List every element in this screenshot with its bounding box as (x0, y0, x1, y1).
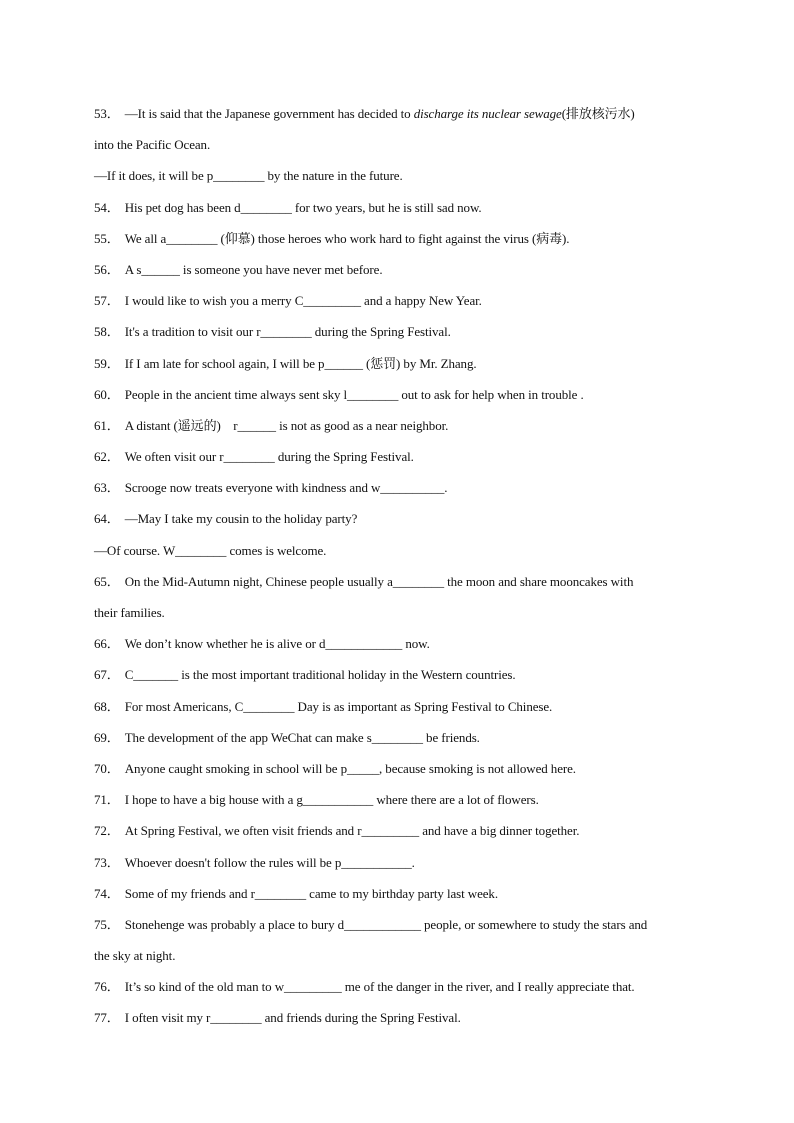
question-text: If I am late for school again, I will be p______ (惩罚) by Mr. Zhang. (124, 355, 477, 371)
question-number: 74． (94, 885, 120, 901)
question-number: 60． (94, 386, 120, 402)
question-57 (94, 285, 704, 316)
question-number: 58． (94, 324, 120, 340)
question-text: —Of course. W________ comes is welcome. (94, 542, 327, 558)
question-text: Scrooge now treats everyone with kindness and w__________. (124, 480, 448, 496)
question-text: their families. (94, 605, 165, 620)
question-text: into the Pacific Ocean. (94, 137, 211, 153)
question-58 (94, 316, 704, 347)
question-53-answer-line (94, 160, 704, 191)
question-number: 53． (94, 106, 120, 121)
question-65 (94, 566, 704, 597)
question-text: It’s so kind of the old man to w_________ me of the danger in the river, and I really appreciate that. (124, 979, 635, 995)
question-67 (94, 659, 704, 690)
question-number: 57． (94, 293, 120, 309)
question-number: 64． (94, 511, 120, 527)
question-number: 67． (94, 667, 120, 683)
question-text: I would like to wish you a merry C_________ and a happy New Year. (124, 293, 482, 309)
question-number: 63． (94, 480, 120, 496)
question-text: For most Americans, C________ Day is as important as Spring Festival to Chinese. (124, 698, 553, 714)
question-text: I often visit my r________ and friends during the Spring Festival. (124, 1010, 461, 1026)
question-number: 54． (94, 199, 120, 215)
question-70 (94, 753, 704, 784)
question-text: the sky at night. (94, 948, 176, 964)
question-55 (94, 223, 704, 254)
question-text: His pet dog has been d________ for two years, but he is still sad now. (124, 199, 482, 215)
question-text: Stonehenge was probably a place to bury d____________ people, or somewhere to study the stars and (124, 916, 648, 932)
question-71 (94, 784, 704, 815)
question-text: It's a tradition to visit our r________ during the Spring Festival. (124, 324, 451, 340)
question-text: On the Mid-Autumn night, Chinese people usually a________ the moon and share mooncakes with (124, 573, 634, 589)
question-text: I hope to have a big house with a g___________ where there are a lot of flowers. (124, 792, 539, 808)
question-75 (94, 909, 704, 940)
question-53 (94, 98, 704, 129)
question-text: Some of my friends and r________ came to my birthday party last week. (124, 885, 498, 901)
question-text: A s______ is someone you have never met before. (124, 261, 383, 277)
question-text: A distant (遥远的) r______ is not as good as a near neighbor. (124, 417, 449, 433)
question-text: Anyone caught smoking in school will be p_____, because smoking is not allowed here. (124, 760, 576, 776)
question-72 (94, 815, 704, 846)
question-59 (94, 348, 704, 379)
question-54 (94, 192, 704, 223)
question-number: 69． (94, 729, 120, 745)
question-number: 71． (94, 792, 120, 808)
question-63 (94, 472, 704, 503)
question-number: 65． (94, 573, 120, 589)
question-number: 61． (94, 417, 120, 433)
question-number: 73． (94, 854, 120, 870)
question-number: 55． (94, 230, 120, 246)
question-number: 72． (94, 823, 120, 839)
question-61 (94, 410, 704, 441)
question-62 (94, 441, 704, 472)
question-number: 62． (94, 449, 120, 465)
question-italic-text: discharge its nuclear sewage (413, 106, 562, 121)
question-68 (94, 691, 704, 722)
question-text: At Spring Festival, we often visit friends and r_________ and have a big dinner together. (124, 823, 580, 839)
question-64-answer-line (94, 535, 704, 566)
question-53-continued (94, 129, 704, 160)
question-number: 77． (94, 1010, 120, 1026)
question-75-continued (94, 940, 704, 971)
question-number: 76． (94, 979, 120, 995)
question-list (94, 98, 704, 1034)
question-number: 56． (94, 261, 120, 277)
question-text: —If it does, it will be p________ by the nature in the future. (94, 168, 403, 184)
question-text: We often visit our r________ during the Spring Festival. (124, 449, 414, 465)
question-number: 59． (94, 355, 120, 371)
question-69 (94, 722, 704, 753)
question-text: People in the ancient time always sent sky l________ out to ask for help when in trouble . (124, 386, 584, 402)
question-66 (94, 628, 704, 659)
question-76 (94, 971, 704, 1002)
question-text: —May I take my cousin to the holiday party? (124, 511, 358, 527)
question-number: 68． (94, 698, 120, 714)
question-number: 70． (94, 760, 120, 776)
question-65-continued (94, 597, 704, 628)
question-73 (94, 847, 704, 878)
question-56 (94, 254, 704, 285)
question-text: —It is said that the Japanese government has decided to (124, 106, 414, 121)
question-note: (排放核污水) (561, 106, 635, 121)
question-text: We all a________ (仰慕) those heroes who work hard to fight against the virus (病毒). (124, 230, 570, 246)
question-number: 75． (94, 916, 120, 932)
question-number: 66． (94, 636, 120, 652)
question-60 (94, 379, 704, 410)
question-74 (94, 878, 704, 909)
question-64 (94, 503, 704, 534)
question-77 (94, 1002, 704, 1033)
question-text: C_______ is the most important traditional holiday in the Western countries. (124, 667, 516, 683)
question-text: We don’t know whether he is alive or d____________ now. (124, 636, 430, 652)
question-text: The development of the app WeChat can make s________ be friends. (124, 729, 480, 745)
question-text: Whoever doesn't follow the rules will be p___________. (124, 854, 415, 870)
